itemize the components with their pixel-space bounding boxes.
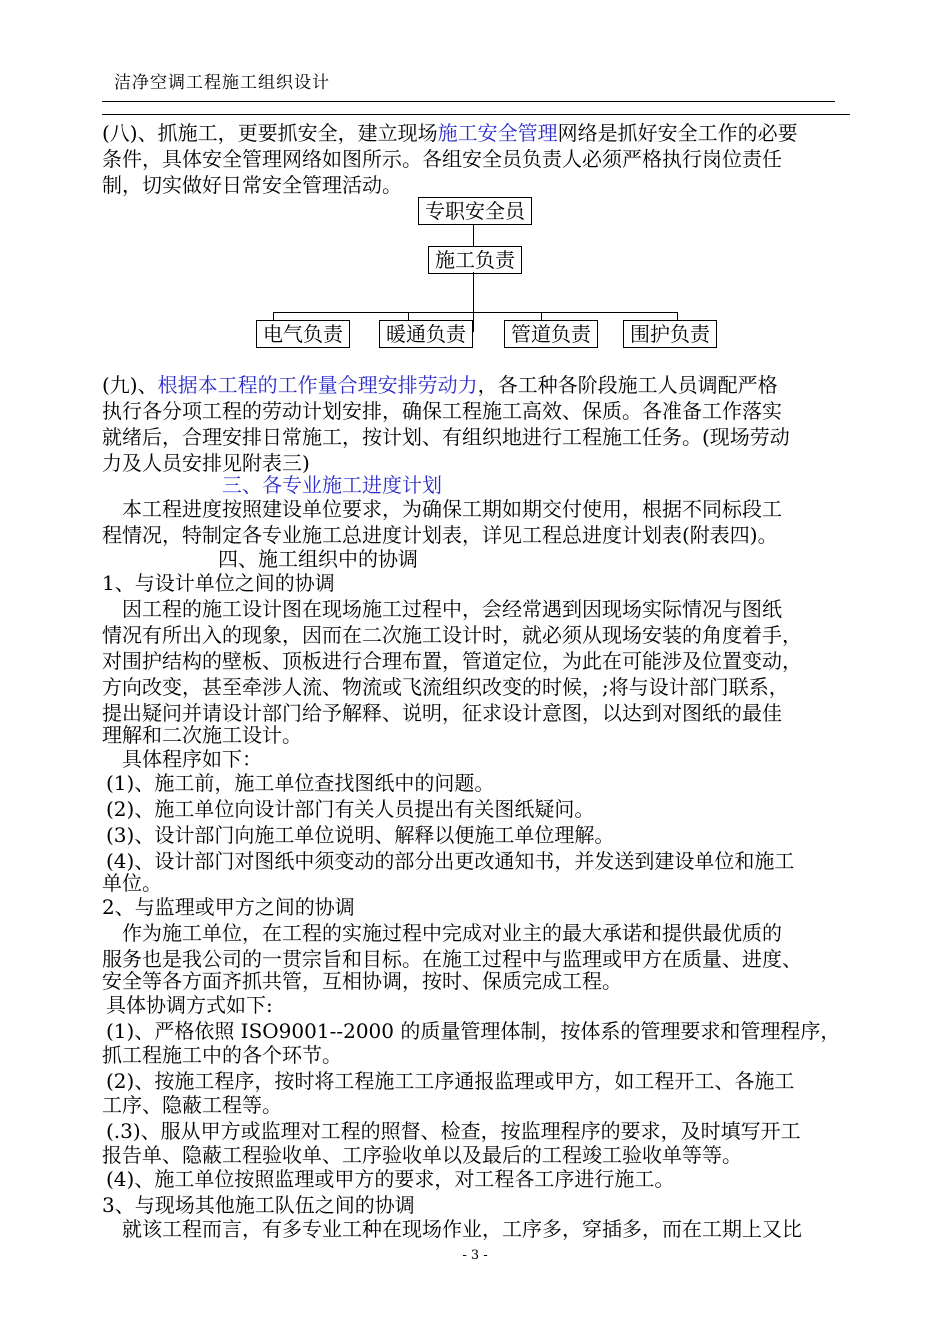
section9-line4: 力及人员安排见附表三) xyxy=(102,451,310,475)
labor-allocation-link[interactable]: 根据本工程的工作量合理安排劳动力 xyxy=(157,373,478,397)
sub1-step: (3)、设计部门向施工单位说明、解释以便施工单位理解。 xyxy=(106,823,615,847)
header-rule-top xyxy=(102,101,835,102)
sub2-title: 2、与监理或甲方之间的协调 xyxy=(102,895,355,919)
sub1-step: (4)、设计部门对图纸中须变动的部分出更改通知书，并发送到建设单位和施工 xyxy=(106,849,795,873)
sub2-step: (2)、按施工程序，按时将工程施工工序通报监理或甲方，如工程开工、各施工 xyxy=(106,1069,795,1093)
org-connector xyxy=(473,224,474,246)
sub1-para-line: 因工程的施工设计图在现场施工过程中，会经常遇到因现场实际情况与图纸 xyxy=(122,597,782,621)
sub2-step: (.3)、服从甲方或监理对工程的照督、检查，按监理程序的要求，及时填写开工 xyxy=(106,1119,801,1143)
sub1-intro: 具体程序如下： xyxy=(122,747,262,771)
sub2-intro: 具体协调方式如下: xyxy=(106,993,273,1017)
org-node-hvac: 暖通负责 xyxy=(379,320,473,348)
sub1-step: (1)、施工前，施工单位查找图纸中的问题。 xyxy=(106,771,495,795)
section8-line3: 制，切实做好日常安全管理活动。 xyxy=(102,173,402,197)
document-header-title: 洁净空调工程施工组织设计 xyxy=(114,73,330,93)
sub2-step: 工序、隐蔽工程等。 xyxy=(102,1093,282,1117)
heading-schedule: 三、各专业施工进度计划 xyxy=(222,473,442,497)
section9-line2: 执行各分项工程的劳动计划安排，确保工程施工高效、保质。各准备工作落实 xyxy=(102,399,782,423)
schedule-link[interactable]: 各专业施工进度计划 xyxy=(262,473,442,497)
sub2-para-line: 作为施工单位，在工程的实施过程中完成对业主的最大承诺和提供最优质的 xyxy=(122,921,782,945)
sub2-step: (4)、施工单位按照监理或甲方的要求，对工程各工序进行施工。 xyxy=(106,1167,675,1191)
sub3-title: 3、与现场其他施工队伍之间的协调 xyxy=(102,1193,415,1217)
sub1-para-line: 对围护结构的壁板、顶板进行合理布置，管道定位，为此在可能涉及位置变动， xyxy=(102,649,802,673)
sub1-step: 单位。 xyxy=(102,871,162,895)
org-connector xyxy=(677,312,678,320)
sub2-step: 抓工程施工中的各个环节。 xyxy=(102,1043,342,1067)
section8-line2: 条件，具体安全管理网络如图所示。各组安全员负责人必须严格执行岗位责任 xyxy=(102,147,782,171)
section9-line3: 就绪后，合理安排日常施工，按计划、有组织地进行工程施工任务。(现场劳动 xyxy=(102,425,790,449)
org-node-middle: 施工负责 xyxy=(428,246,522,274)
header-rule-bottom xyxy=(102,114,850,115)
org-node-electrical: 电气负责 xyxy=(256,320,350,348)
org-connector xyxy=(273,312,677,313)
schedule-para-line2: 程情况，特制定各专业施工总进度计划表，详见工程总进度计划表(附表四)。 xyxy=(102,523,778,547)
sub1-title: 1、与设计单位之间的协调 xyxy=(102,571,335,595)
org-node-top: 专职安全员 xyxy=(418,197,532,225)
sub1-para-line: 情况有所出入的现象，因而在二次施工设计时，就必须从现场安装的角度着手， xyxy=(102,623,802,647)
safety-management-link[interactable]: 施工安全管理 xyxy=(437,121,558,145)
org-connector xyxy=(408,312,409,320)
section8-line1: (八)、抓施工，更要抓安全，建立现场施工安全管理网络是抓好安全工作的必要 xyxy=(102,121,798,145)
heading-coordination: 四、施工组织中的协调 xyxy=(218,547,418,571)
org-connector xyxy=(273,312,274,320)
schedule-para-line1: 本工程进度按照建设单位要求，为确保工期如期交付使用，根据不同标段工 xyxy=(122,497,782,521)
sub1-para-line: 提出疑问并请设计部门给予解释、说明，征求设计意图，以达到对图纸的最佳 xyxy=(102,701,782,725)
sub2-step: (1)、严格依照 ISO9001--2000 的质量管理体制，按体系的管理要求和管理程序， xyxy=(106,1019,841,1043)
page-number: - 3 - xyxy=(462,1248,488,1263)
sub2-para-line: 安全等各方面齐抓共管，互相协调，按时、保质完成工程。 xyxy=(102,969,622,993)
sub3-para-line: 就该工程而言，有多专业工种在现场作业，工序多，穿插多，而在工期上又比 xyxy=(122,1217,802,1241)
sub2-step: 报告单、隐蔽工程验收单、工序验收单以及最后的工程竣工验收单等等。 xyxy=(102,1143,742,1167)
org-node-enclosure: 围护负责 xyxy=(623,320,717,348)
sub1-para-line: 理解和二次施工设计。 xyxy=(102,723,302,747)
sub2-para-line: 服务也是我公司的一贯宗旨和目标。在施工过程中与监理或甲方在质量、进度、 xyxy=(102,947,802,971)
section9-line1: (九)、根据本工程的工作量合理安排劳动力，各工种各阶段施工人员调配严格 xyxy=(102,373,778,397)
sub1-step: (2)、施工单位向设计部门有关人员提出有关图纸疑问。 xyxy=(106,797,595,821)
sub1-para-line: 方向改变，甚至牵涉人流、物流或飞流组织改变的时候，;将与设计部门联系， xyxy=(102,675,789,699)
org-connector xyxy=(473,272,474,332)
org-connector xyxy=(541,312,542,320)
org-node-piping: 管道负责 xyxy=(504,320,598,348)
